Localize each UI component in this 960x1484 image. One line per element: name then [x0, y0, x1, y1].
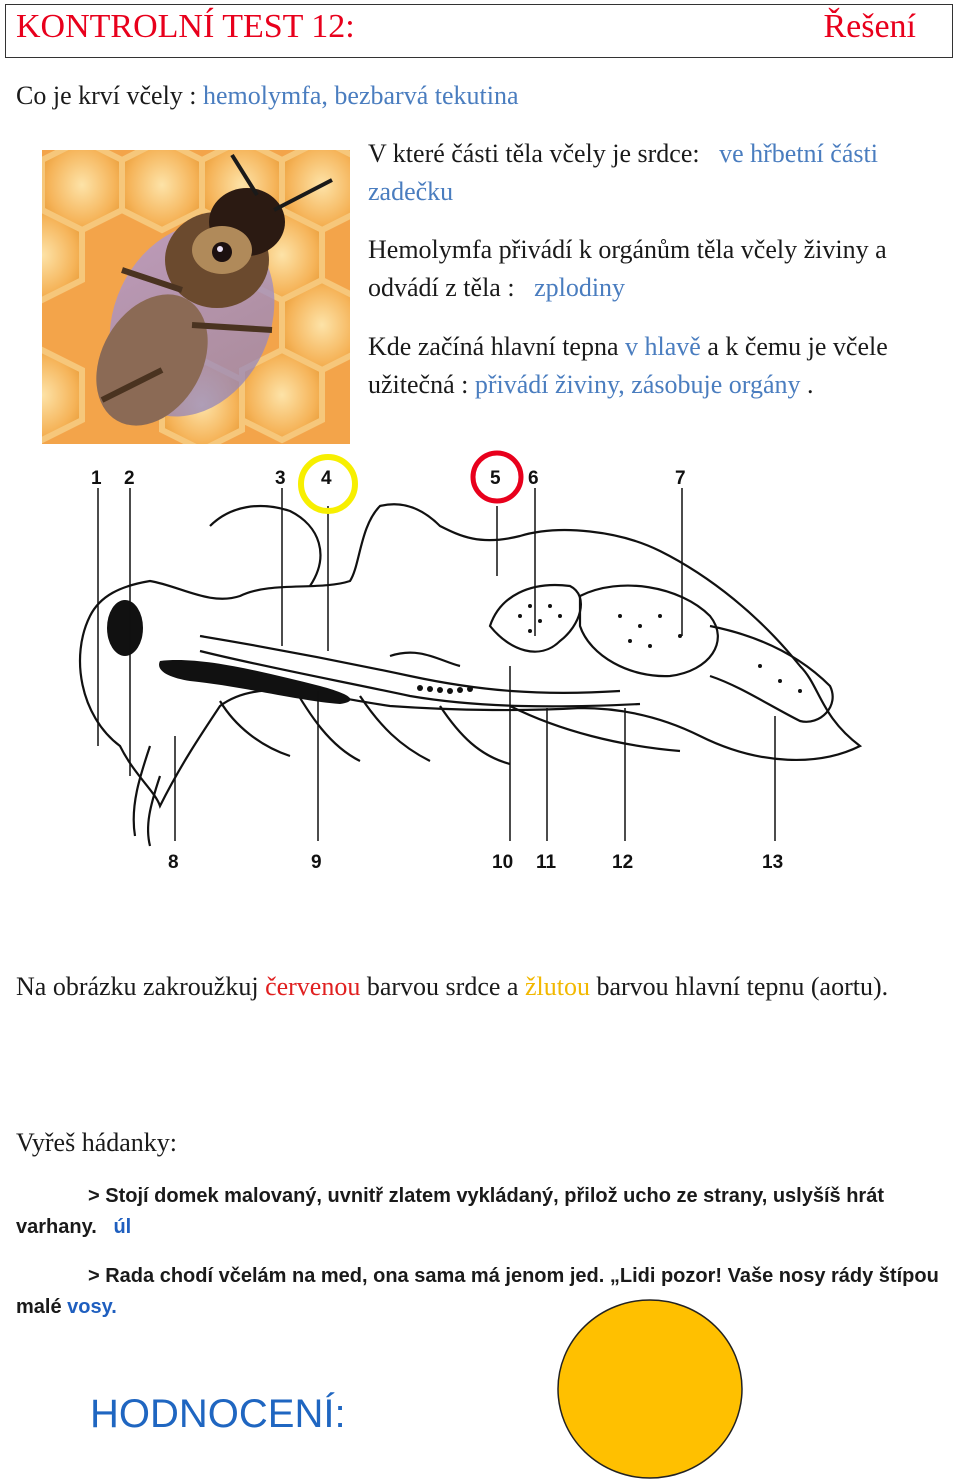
- label-13: 13: [762, 852, 784, 873]
- instruction-part-3: barvou hlavní tepnu (aortu).: [596, 972, 889, 1001]
- bee-photo: [42, 150, 350, 444]
- answer-1: hemolymfa, bezbarvá tekutina: [203, 81, 519, 110]
- answer-2: ve hřbetní části zadečku: [368, 139, 878, 206]
- riddle-2-text: > Rada chodí včelám na med, ona sama má jenom jed. „Lidi pozor! Vaše nosy rády štípou malé: [16, 1265, 939, 1318]
- label-3: 3: [275, 468, 286, 489]
- label-5: 5: [490, 468, 501, 489]
- bee-anatomy-diagram: [60, 446, 890, 876]
- answer-4a: v hlavě: [625, 332, 701, 361]
- riddles-heading: Vyřeš hádanky:: [16, 1128, 178, 1157]
- label-8: 8: [168, 852, 179, 873]
- label-6: 6: [528, 468, 539, 489]
- answer-4b: přivádí živiny, zásobuje orgány: [474, 370, 801, 399]
- answer-3: zplodiny: [534, 273, 626, 302]
- question-1-text: Co je krví včely :: [16, 81, 197, 110]
- riddle-1-answer: úl: [113, 1216, 132, 1238]
- question-3: [368, 231, 948, 307]
- label-9: 9: [311, 852, 322, 873]
- question-1: [16, 77, 519, 115]
- question-4-start: Kde začíná hlavní tepna: [368, 332, 619, 361]
- instruction-part-2: barvou srdce a: [366, 972, 519, 1001]
- riddle-1: [16, 1181, 946, 1243]
- question-4-mid: a k čemu je včele užitečná :: [368, 332, 888, 399]
- question-2: [368, 135, 948, 211]
- riddle-2: [16, 1261, 946, 1323]
- esophagus-shape: [159, 660, 350, 704]
- label-2: 2: [124, 468, 135, 489]
- label-11: 11: [536, 852, 557, 873]
- question-4-end: .: [806, 370, 814, 399]
- question-3-text: Hemolymfa přivádí k orgánům těla včely živiny a odvádí z těla :: [368, 235, 887, 302]
- label-1: 1: [91, 468, 102, 489]
- diagram-texture: [417, 604, 802, 694]
- grading-circle: [556, 1298, 744, 1480]
- label-7: 7: [675, 468, 686, 489]
- instruction-part-1: Na obrázku zakroužkuj: [16, 972, 259, 1001]
- label-12: 12: [612, 852, 634, 873]
- diagram-organs: [107, 600, 350, 704]
- question-2-text: V které části těla včely je srdce:: [368, 139, 700, 168]
- label-10: 10: [492, 852, 514, 873]
- instruction-red-word: červenou: [265, 972, 361, 1001]
- question-4: [368, 328, 953, 404]
- grading-label: HODNOCENÍ:: [90, 1392, 346, 1436]
- riddle-2-answer: vosy.: [67, 1296, 117, 1318]
- diagram-instruction: [16, 968, 946, 1006]
- test-title: KONTROLNÍ TEST 12:: [16, 8, 355, 45]
- label-4: 4: [321, 468, 332, 489]
- solution-label: Řešení: [823, 8, 916, 45]
- riddle-1-text: > Stojí domek malovaný, uvnitř zlatem vykládaný, přilož ucho ze strany, uslyšíš hrát varhany.: [16, 1185, 884, 1238]
- instruction-yellow-word: žlutou: [524, 972, 590, 1001]
- brain-shape: [107, 600, 143, 656]
